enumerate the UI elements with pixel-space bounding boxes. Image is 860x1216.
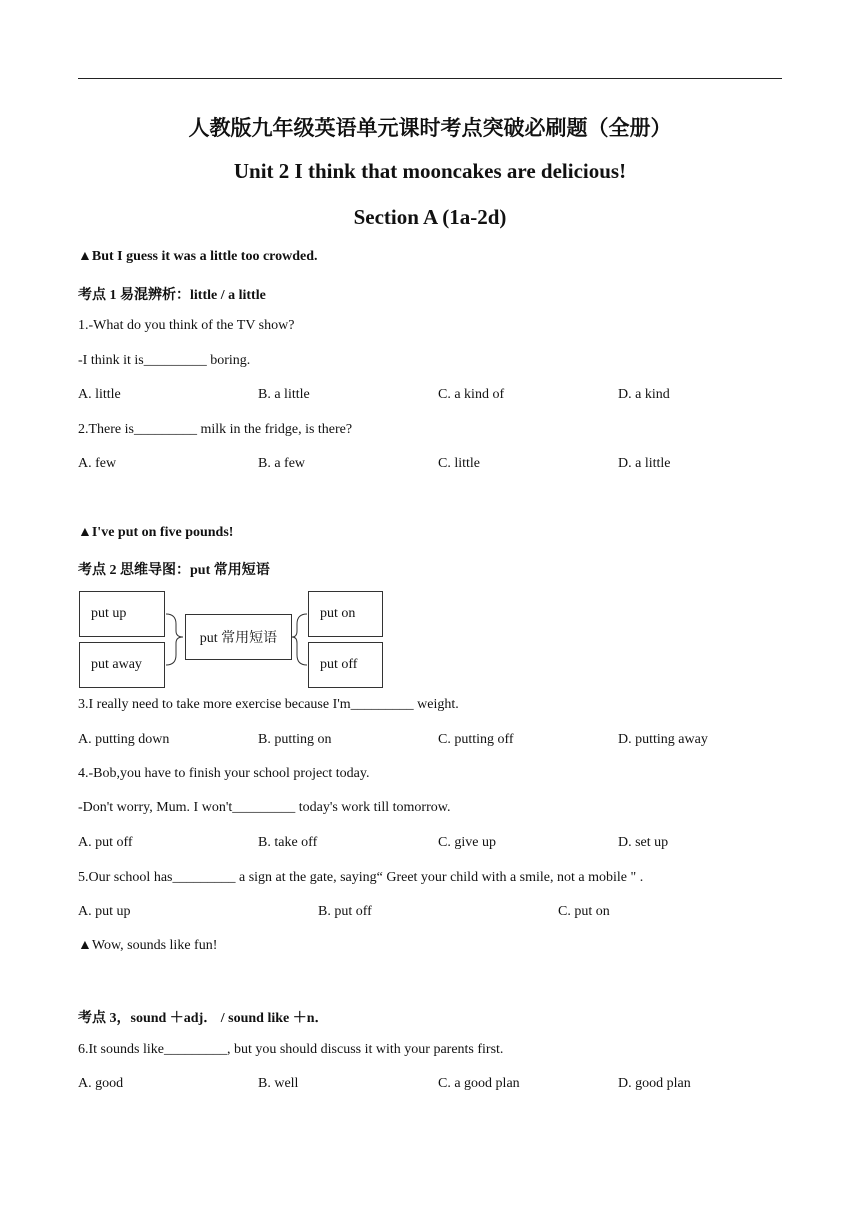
- question-3-option-b[interactable]: B. putting on: [258, 732, 332, 747]
- point-1-label: 考点 1 易混辨析：little / a little: [78, 288, 266, 303]
- question-5-option-b[interactable]: B. put off: [318, 904, 372, 919]
- question-4-option-d[interactable]: D. set up: [618, 835, 669, 850]
- question-4-answer-line: -Don't worry, Mum. I won't_________ today's work till tomorrow.: [78, 800, 451, 815]
- question-1-option-c[interactable]: C. a kind of: [438, 387, 505, 402]
- question-2-stem: 2.There is_________ milk in the fridge, is there?: [78, 422, 353, 437]
- mindmap-node-put-away: put away: [79, 642, 165, 688]
- mindmap-node-put-off: put off: [308, 642, 383, 688]
- question-6-option-c[interactable]: C. a good plan: [438, 1076, 520, 1091]
- question-2-option-b[interactable]: B. a few: [258, 456, 306, 471]
- question-6-stem: 6.It sounds like_________, but you should discuss it with your parents first.: [78, 1042, 504, 1057]
- question-4-option-c[interactable]: C. give up: [438, 835, 496, 850]
- question-1-stem: 1.-What do you think of the TV show?: [78, 318, 295, 333]
- question-3-option-d[interactable]: D. putting away: [618, 732, 708, 747]
- question-1-option-d[interactable]: D. a kind: [618, 387, 670, 402]
- question-6-option-b[interactable]: B. well: [258, 1076, 299, 1091]
- question-4-option-a[interactable]: A. put off: [78, 835, 133, 850]
- section-title: Section A (1a-2d): [353, 205, 507, 229]
- document-title: 人教版九年级英语单元课时考点突破必刷题（全册）: [188, 116, 672, 140]
- question-2-option-a[interactable]: A. few: [78, 456, 117, 471]
- point-2-heading: ▲I've put on five pounds!: [78, 525, 234, 540]
- question-1-option-a[interactable]: A. little: [78, 387, 121, 402]
- mindmap-node-put-up: put up: [79, 591, 165, 637]
- point-1-heading: ▲But I guess it was a little too crowded.: [78, 249, 318, 264]
- point-3-label: 考点 3，sound ＋adj． / sound like ＋n．: [78, 1011, 329, 1026]
- question-2-option-d[interactable]: D. a little: [618, 456, 671, 471]
- question-1-option-b[interactable]: B. a little: [258, 387, 310, 402]
- right-brace: [292, 614, 307, 665]
- point-3-heading: ▲Wow, sounds like fun!: [78, 938, 218, 953]
- question-5-stem: 5.Our school has_________ a sign at the gate, saying“ Greet your child with a smile, not a mobile " .: [78, 870, 644, 885]
- question-3-option-a[interactable]: A. putting down: [78, 732, 170, 747]
- question-4-stem: 4.-Bob,you have to finish your school project today.: [78, 766, 370, 781]
- question-1-answer-line: -I think it is_________ boring.: [78, 353, 251, 368]
- question-6-option-d[interactable]: D. good plan: [618, 1076, 691, 1091]
- left-brace: [166, 614, 183, 665]
- point-2-label: 考点 2 思维导图：put 常用短语: [78, 563, 270, 578]
- unit-title: Unit 2 I think that mooncakes are delicious!: [233, 159, 627, 183]
- question-3-stem: 3.I really need to take more exercise because I'm_________ weight.: [78, 697, 459, 712]
- mindmap-node-put-on: put on: [308, 591, 383, 637]
- question-6-option-a[interactable]: A. good: [78, 1076, 124, 1091]
- question-2-option-c[interactable]: C. little: [438, 456, 480, 471]
- question-5-option-a[interactable]: A. put up: [78, 904, 131, 919]
- question-5-option-c[interactable]: C. put on: [558, 904, 610, 919]
- mindmap-center-node: put 常用短语: [185, 614, 292, 660]
- question-3-option-c[interactable]: C. putting off: [438, 732, 514, 747]
- question-4-option-b[interactable]: B. take off: [258, 835, 318, 850]
